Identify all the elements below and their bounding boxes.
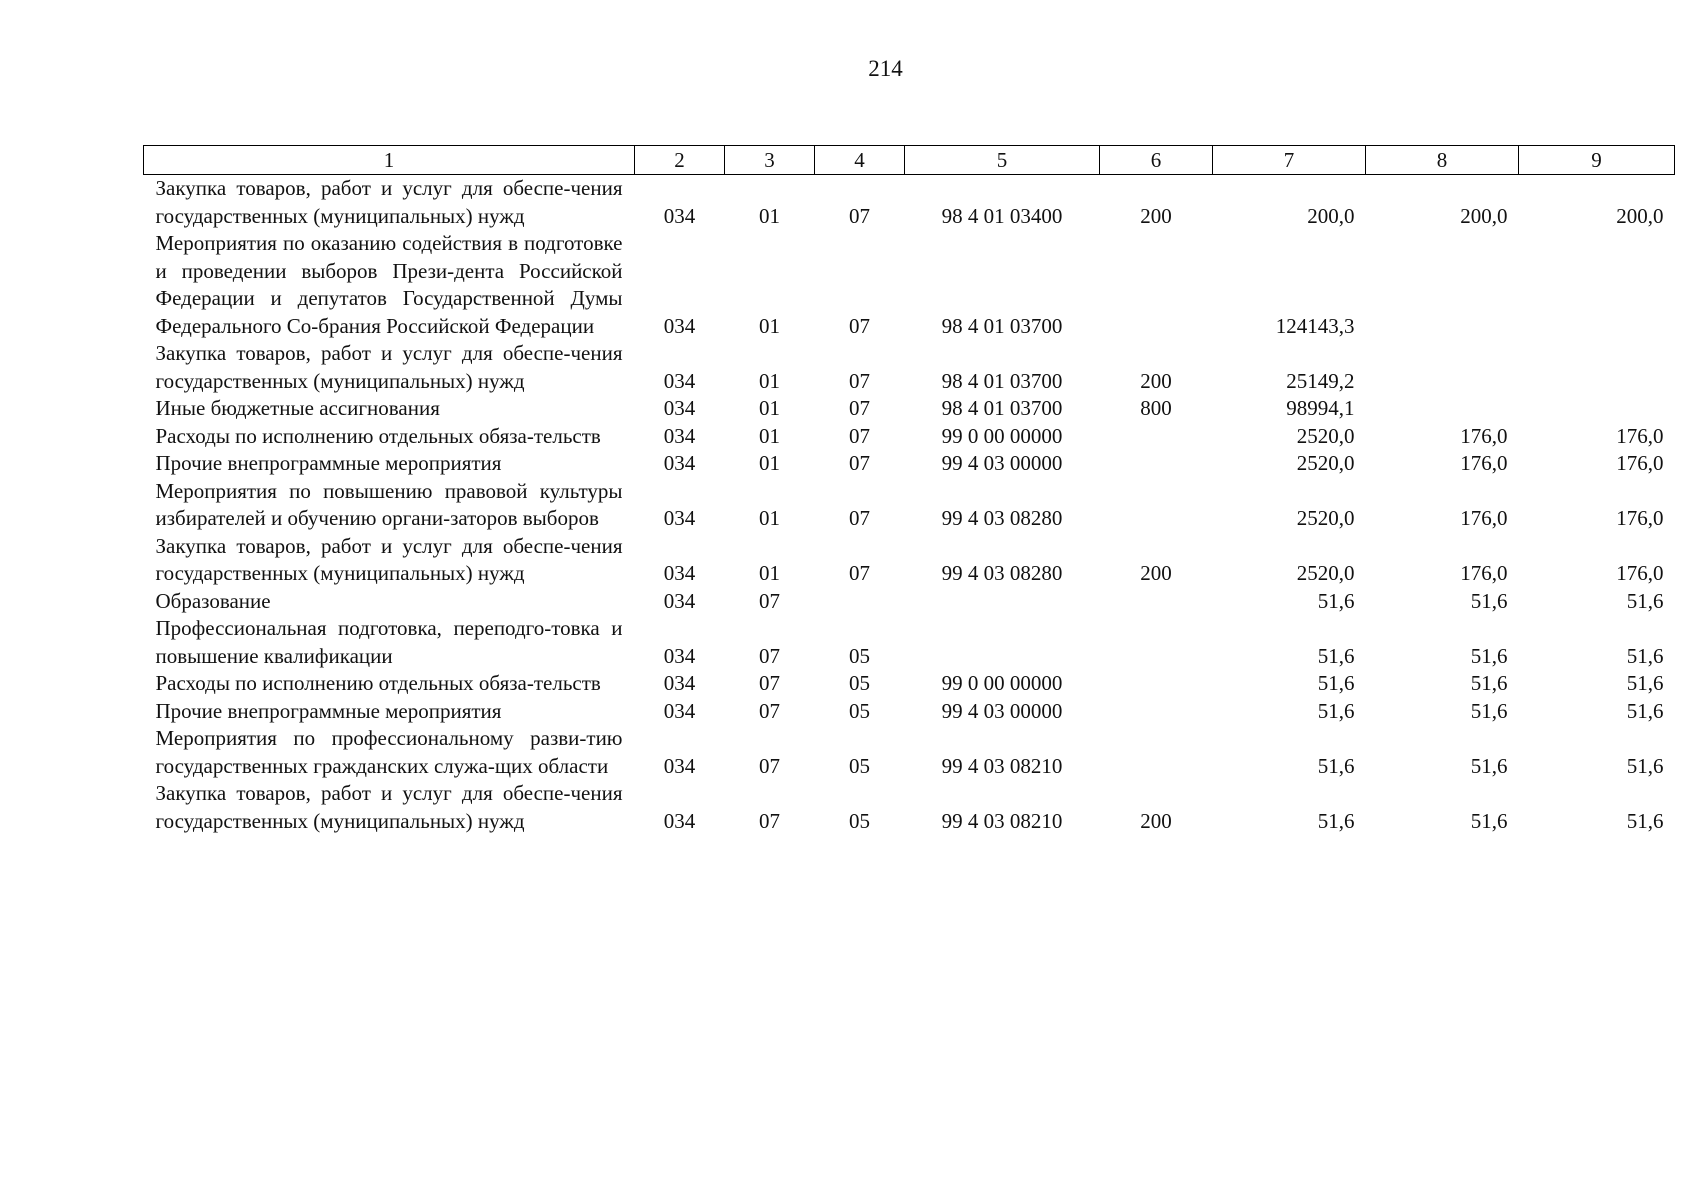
target-article-cell: 98 4 01 03400 bbox=[941, 203, 1063, 228]
amount-cell: 2520,0 bbox=[1296, 506, 1355, 530]
table-row bbox=[144, 423, 1675, 451]
ministry-code-cell: 034 bbox=[663, 643, 696, 668]
expense-type-cell bbox=[1100, 615, 1213, 670]
subsection-code-cell: 07 bbox=[849, 506, 870, 530]
expense-type-cell: 200 bbox=[1140, 808, 1172, 833]
item-name-cell: Иные бюджетные ассигнования bbox=[155, 396, 440, 420]
item-name-cell: Образование bbox=[155, 588, 271, 613]
table-row bbox=[144, 780, 1675, 835]
amount-cell: 51,6 bbox=[1470, 753, 1508, 778]
ministry-code-cell: 034 bbox=[663, 396, 696, 420]
amount-cell: 51,6 bbox=[1626, 808, 1664, 833]
ministry-code-cell: 034 bbox=[663, 368, 696, 393]
amount-cell: 51,6 bbox=[1317, 808, 1355, 833]
expense-type-cell: 800 bbox=[1140, 396, 1172, 420]
amount-cell: 51,6 bbox=[1470, 643, 1508, 668]
item-name-cell: Закупка товаров, работ и услуг для обеспе-чения государственных (муниципальных) нужд bbox=[155, 533, 623, 585]
ministry-code-cell: 034 bbox=[663, 203, 696, 228]
amount-cell: 25149,2 bbox=[1286, 368, 1355, 393]
target-article-cell: 98 4 01 03700 bbox=[941, 396, 1063, 420]
amount-cell: 51,6 bbox=[1317, 643, 1355, 668]
item-name-cell: Прочие внепрограммные мероприятия bbox=[155, 451, 502, 475]
target-article-cell: 99 0 00 00000 bbox=[941, 671, 1063, 695]
subsection-code-cell: 05 bbox=[849, 671, 870, 695]
column-number: 5 bbox=[905, 146, 1100, 175]
amount-cell: 2520,0 bbox=[1296, 423, 1355, 448]
ministry-code-cell: 034 bbox=[663, 561, 696, 585]
table-row bbox=[144, 615, 1675, 670]
section-code-cell: 07 bbox=[759, 588, 780, 613]
expense-type-cell: 200 bbox=[1140, 561, 1172, 585]
column-number: 7 bbox=[1213, 146, 1366, 175]
section-code-cell: 07 bbox=[759, 671, 780, 695]
item-name-cell: Прочие внепрограммные мероприятия bbox=[155, 698, 502, 723]
ministry-code-cell: 034 bbox=[663, 423, 696, 448]
amount-cell: 124143,3 bbox=[1275, 313, 1355, 338]
subsection-code-cell: 07 bbox=[849, 423, 870, 448]
amount-cell: 51,6 bbox=[1626, 698, 1664, 723]
amount-cell: 2520,0 bbox=[1296, 561, 1355, 585]
section-code-cell: 01 bbox=[759, 313, 780, 338]
ministry-code-cell: 034 bbox=[663, 588, 696, 613]
table-row bbox=[144, 588, 1675, 616]
subsection-code-cell: 05 bbox=[849, 753, 870, 778]
table-row bbox=[144, 230, 1675, 340]
section-code-cell: 01 bbox=[759, 368, 780, 393]
expense-type-cell bbox=[1100, 450, 1213, 478]
item-name-cell: Закупка товаров, работ и услуг для обеспе-чения государственных (муниципальных) нужд bbox=[155, 176, 623, 228]
target-article-cell: 99 4 03 08280 bbox=[941, 506, 1063, 530]
amount-cell: 176,0 bbox=[1460, 561, 1508, 585]
target-article-cell bbox=[905, 615, 1100, 670]
subsection-code-cell: 07 bbox=[849, 561, 870, 585]
target-article-cell: 98 4 01 03700 bbox=[941, 368, 1063, 393]
amount-cell bbox=[1519, 340, 1675, 395]
table-row bbox=[144, 478, 1675, 533]
subsection-code-cell: 07 bbox=[849, 203, 870, 228]
section-code-cell: 01 bbox=[759, 451, 780, 475]
amount-cell: 176,0 bbox=[1460, 451, 1508, 475]
table-row bbox=[144, 450, 1675, 478]
amount-cell: 51,6 bbox=[1470, 671, 1508, 695]
amount-cell bbox=[1366, 230, 1519, 340]
subsection-code-cell: 07 bbox=[849, 451, 870, 475]
amount-cell: 51,6 bbox=[1317, 753, 1355, 778]
table-row bbox=[144, 340, 1675, 395]
item-name-cell: Расходы по исполнению отдельных обяза-тельств bbox=[155, 671, 601, 695]
section-code-cell: 07 bbox=[759, 698, 780, 723]
target-article-cell bbox=[905, 588, 1100, 616]
amount-cell: 176,0 bbox=[1616, 423, 1664, 448]
item-name-cell: Мероприятия по оказанию содействия в подготовке и проведении выборов Прези-дента Российской Федерации и депутатов Государственной Думы Федерального Со-брания Российской Федерации bbox=[155, 231, 623, 338]
amount-cell: 51,6 bbox=[1626, 643, 1664, 668]
ministry-code-cell: 034 bbox=[663, 313, 696, 338]
amount-cell bbox=[1366, 340, 1519, 395]
target-article-cell: 99 4 03 00000 bbox=[941, 698, 1063, 723]
table-row bbox=[144, 533, 1675, 588]
target-article-cell: 99 4 03 08210 bbox=[941, 808, 1063, 833]
subsection-code-cell: 07 bbox=[849, 396, 870, 420]
item-name-cell: Профессиональная подготовка, переподго-товка и повышение квалификации bbox=[155, 616, 623, 668]
ministry-code-cell: 034 bbox=[663, 808, 696, 833]
ministry-code-cell: 034 bbox=[663, 753, 696, 778]
ministry-code-cell: 034 bbox=[663, 451, 696, 475]
amount-cell: 176,0 bbox=[1616, 506, 1664, 530]
table-row bbox=[144, 670, 1675, 698]
table-row bbox=[144, 395, 1675, 423]
amount-cell: 200,0 bbox=[1616, 203, 1664, 228]
target-article-cell: 99 4 03 08210 bbox=[941, 753, 1063, 778]
column-number: 2 bbox=[635, 146, 725, 175]
column-number: 3 bbox=[725, 146, 815, 175]
amount-cell: 200,0 bbox=[1307, 203, 1355, 228]
target-article-cell: 98 4 01 03700 bbox=[941, 313, 1063, 338]
column-number: 8 bbox=[1366, 146, 1519, 175]
column-number: 4 bbox=[815, 146, 905, 175]
ministry-code-cell: 034 bbox=[663, 698, 696, 723]
section-code-cell: 01 bbox=[759, 423, 780, 448]
amount-cell bbox=[1519, 230, 1675, 340]
amount-cell: 51,6 bbox=[1317, 588, 1355, 613]
amount-cell: 51,6 bbox=[1317, 698, 1355, 723]
expense-type-cell bbox=[1100, 670, 1213, 698]
section-code-cell: 01 bbox=[759, 561, 780, 585]
target-article-cell: 99 0 00 00000 bbox=[941, 423, 1063, 448]
section-code-cell: 01 bbox=[759, 396, 780, 420]
subsection-code-cell: 07 bbox=[849, 313, 870, 338]
section-code-cell: 01 bbox=[759, 506, 780, 530]
amount-cell: 51,6 bbox=[1626, 753, 1664, 778]
subsection-code-cell: 05 bbox=[849, 698, 870, 723]
expense-type-cell bbox=[1100, 423, 1213, 451]
budget-table bbox=[143, 145, 1675, 835]
column-number: 6 bbox=[1100, 146, 1213, 175]
column-number-row bbox=[144, 146, 1675, 175]
item-name-cell: Мероприятия по повышению правовой культуры избирателей и обучению органи-заторов выборов bbox=[155, 478, 623, 530]
expense-type-cell bbox=[1100, 478, 1213, 533]
amount-cell: 2520,0 bbox=[1296, 451, 1355, 475]
table-row bbox=[144, 698, 1675, 726]
target-article-cell: 99 4 03 08280 bbox=[941, 561, 1063, 585]
item-name-cell: Мероприятия по профессиональному разви-тию государственных гражданских служа-щих области bbox=[155, 726, 623, 778]
subsection-code-cell bbox=[815, 588, 905, 616]
amount-cell: 51,6 bbox=[1317, 671, 1355, 695]
page-number: 214 bbox=[868, 56, 903, 81]
amount-cell: 176,0 bbox=[1616, 451, 1664, 475]
amount-cell: 176,0 bbox=[1616, 561, 1664, 585]
ministry-code-cell: 034 bbox=[663, 506, 696, 530]
table-row bbox=[144, 725, 1675, 780]
expense-type-cell: 200 bbox=[1140, 203, 1172, 228]
column-number: 9 bbox=[1519, 146, 1675, 175]
item-name-cell: Закупка товаров, работ и услуг для обеспе-чения государственных (муниципальных) нужд bbox=[155, 341, 623, 393]
amount-cell: 98994,1 bbox=[1286, 396, 1355, 420]
section-code-cell: 07 bbox=[759, 808, 780, 833]
column-number: 1 bbox=[144, 146, 635, 175]
section-code-cell: 07 bbox=[759, 753, 780, 778]
amount-cell: 176,0 bbox=[1460, 506, 1508, 530]
amount-cell bbox=[1519, 395, 1675, 423]
amount-cell: 51,6 bbox=[1626, 588, 1664, 613]
item-name-cell: Закупка товаров, работ и услуг для обеспе-чения государственных (муниципальных) нужд bbox=[155, 781, 623, 833]
subsection-code-cell: 05 bbox=[849, 643, 870, 668]
expense-type-cell bbox=[1100, 698, 1213, 726]
amount-cell: 51,6 bbox=[1626, 671, 1664, 695]
amount-cell: 200,0 bbox=[1460, 203, 1508, 228]
item-name-cell: Расходы по исполнению отдельных обяза-тельств bbox=[155, 423, 601, 448]
expense-type-cell bbox=[1100, 588, 1213, 616]
expense-type-cell bbox=[1100, 725, 1213, 780]
amount-cell: 51,6 bbox=[1470, 698, 1508, 723]
amount-cell bbox=[1366, 395, 1519, 423]
subsection-code-cell: 07 bbox=[849, 368, 870, 393]
amount-cell: 176,0 bbox=[1460, 423, 1508, 448]
table-row bbox=[144, 175, 1675, 231]
target-article-cell: 99 4 03 00000 bbox=[941, 451, 1063, 475]
table-body bbox=[144, 175, 1675, 836]
expense-type-cell: 200 bbox=[1140, 368, 1172, 393]
section-code-cell: 01 bbox=[759, 203, 780, 228]
amount-cell: 51,6 bbox=[1470, 588, 1508, 613]
ministry-code-cell: 034 bbox=[663, 671, 696, 695]
section-code-cell: 07 bbox=[759, 643, 780, 668]
subsection-code-cell: 05 bbox=[849, 808, 870, 833]
amount-cell: 51,6 bbox=[1470, 808, 1508, 833]
expense-type-cell bbox=[1100, 230, 1213, 340]
